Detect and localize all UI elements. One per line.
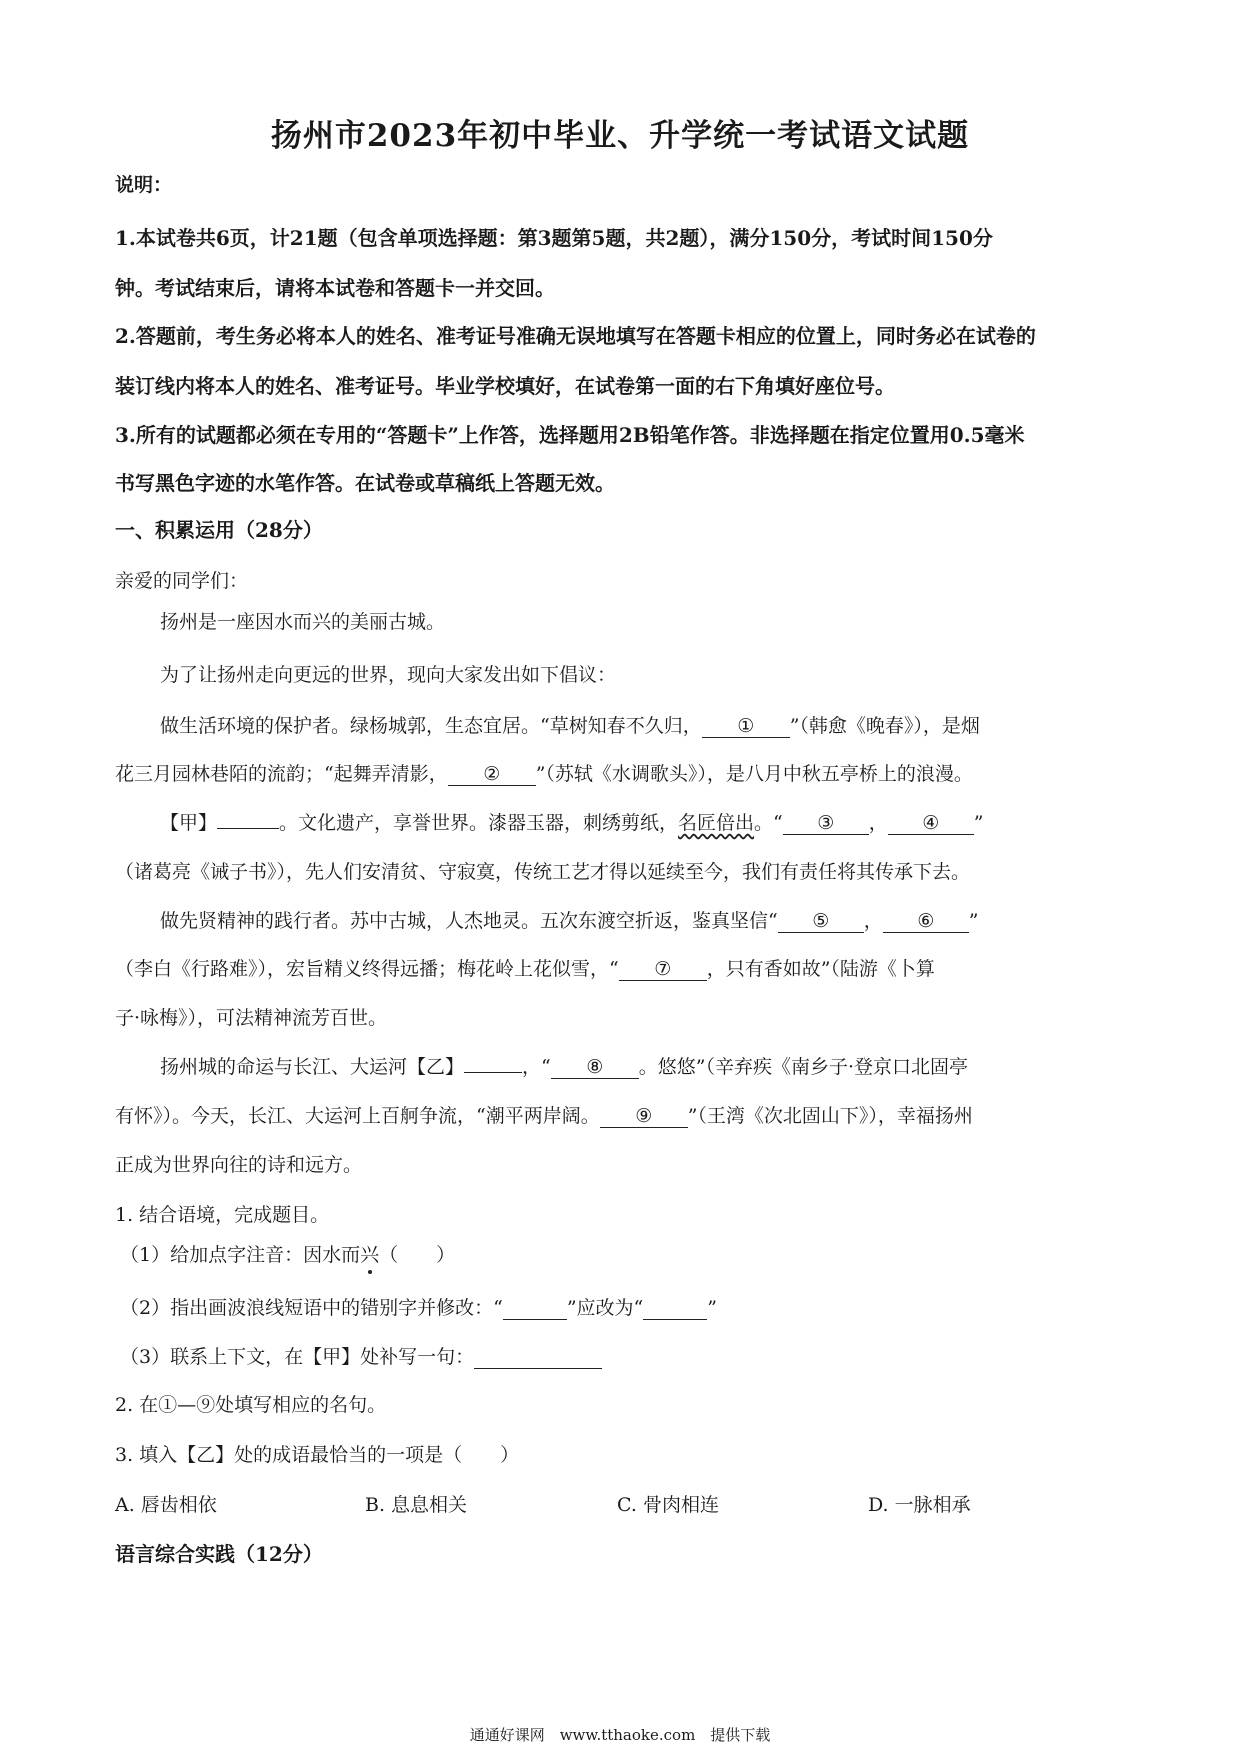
answer-blank-correct-char — [643, 1297, 707, 1320]
option-c: C. 骨肉相连 — [617, 1494, 719, 1516]
question-1: 1. 结合语境，完成题目。 — [115, 1204, 330, 1226]
page-title: 扬州市2023年初中毕业、升学统一考试语文试题 — [270, 118, 970, 154]
footer-source: 通通好课网 www.tthaoke.com 提供下载 — [469, 1726, 771, 1744]
answer-blank-wrong-char — [503, 1297, 567, 1320]
instruction-1-line2: 钟。考试结束后，请将本试卷和答题卡一并交回。 — [115, 276, 555, 300]
blank-3: ③ — [783, 812, 869, 835]
paragraph-6-line3: 正成为世界向往的诗和远方。 — [115, 1154, 363, 1176]
paragraph-4-line2: （诸葛亮《诫子书》），先人们安清贫、守寂寞，传统工艺才得以延续至今，我们有责任将其传承下去。 — [115, 861, 971, 883]
blank-jia — [217, 828, 279, 829]
answer-blank-jia — [474, 1346, 602, 1369]
dotted-character: 兴 — [360, 1244, 380, 1266]
paragraph-1: 扬州是一座因水而兴的美丽古城。 — [160, 611, 446, 633]
paragraph-5-line1: 做先贤精神的践行者。苏中古城，人杰地灵。五次东渡空折返，鉴真坚信“ ⑤ ， ⑥ ” — [160, 910, 979, 932]
blank-5: ⑤ — [778, 910, 864, 933]
instructions-heading: 说明： — [115, 174, 173, 196]
paragraph-5-line2: （李白《行路难》），宏旨精义终得远播；梅花岭上花似雪，“ ⑦ ，只有香如故”（陆游《卜算 — [115, 958, 935, 980]
section-heading-2: 语言综合实践（12分） — [115, 1542, 323, 1566]
paragraph-2: 为了让扬州走向更远的世界，现向大家发出如下倡议： — [160, 664, 617, 686]
blank-6: ⑥ — [883, 910, 969, 933]
paragraph-3-line1: 做生活环境的保护者。绿杨城郭，生态宜居。“草树知春不久归， ① ”（韩愈《晚春》），是烟 — [160, 715, 980, 737]
paragraph-6-line1: 扬州城的命运与长江、大运河【乙】 ，“ ⑧ 。悠悠”（辛弃疾《南乡子·登京口北固亭 — [160, 1056, 968, 1078]
blank-2: ② — [448, 763, 536, 786]
greeting: 亲爱的同学们： — [115, 570, 249, 592]
option-b: B. 息息相关 — [365, 1494, 468, 1516]
blank-1: ① — [702, 715, 790, 738]
question-1-2: （2）指出画波浪线短语中的错别字并修改：“ ”应改为“ ” — [120, 1297, 717, 1319]
question-1-3: （3）联系上下文，在【甲】处补写一句： — [120, 1342, 602, 1369]
question-3: 3. 填入【乙】处的成语最恰当的一项是（ ） — [115, 1444, 520, 1466]
wavy-underlined-phrase: 名匠倍出 — [678, 812, 755, 834]
blank-yi — [464, 1072, 522, 1073]
blank-4: ④ — [888, 812, 974, 835]
question-2: 2. 在①—⑨处填写相应的名句。 — [115, 1394, 387, 1416]
instruction-3-line2: 书写黑色字迹的水笔作答。在试卷或草稿纸上答题无效。 — [115, 471, 615, 495]
blank-9: ⑨ — [600, 1105, 688, 1128]
paragraph-3-line2: 花三月园林巷陌的流韵；“起舞弄清影， ② ”（苏轼《水调歌头》），是八月中秋五亭桥上的浪漫。 — [115, 763, 973, 785]
option-d: D. 一脉相承 — [868, 1494, 971, 1516]
blank-8: ⑧ — [551, 1056, 639, 1079]
question-1-1: （1）给加点字注音：因水而兴（ ） — [120, 1244, 456, 1266]
instruction-3-line1: 3.所有的试题都必须在专用的“答题卡”上作答，选择题用2B铅笔作答。非选择题在指定位置用0.5毫米 — [115, 423, 1025, 447]
paragraph-5-line3: 子·咏梅》），可法精神流芳百世。 — [115, 1007, 388, 1029]
option-a: A. 唇齿相依 — [115, 1494, 217, 1516]
blank-7: ⑦ — [619, 958, 707, 981]
paragraph-4-line1: 【甲】 。文化遗产，享誉世界。漆器玉器，刺绣剪纸，名匠倍出。“ ③ ， ④ ” — [160, 812, 984, 834]
instruction-1-line1: 1.本试卷共6页，计21题（包含单项选择题：第3题第5题，共2题），满分150分，考试时间150分 — [115, 226, 993, 250]
instruction-2-line2: 装订线内将本人的姓名、准考证号。毕业学校填好，在试卷第一面的右下角填好座位号。 — [115, 374, 895, 398]
paragraph-6-line2: 有怀》）。今天，长江、大运河上百舸争流，“潮平两岸阔。 ⑨ ”（王湾《次北固山下》），幸福扬州 — [115, 1105, 973, 1127]
section-heading-1: 一、积累运用（28分） — [115, 518, 323, 542]
instruction-2-line1: 2.答题前，考生务必将本人的姓名、准考证号准确无误地填写在答题卡相应的位置上，同时务必在试卷的 — [115, 324, 1036, 348]
